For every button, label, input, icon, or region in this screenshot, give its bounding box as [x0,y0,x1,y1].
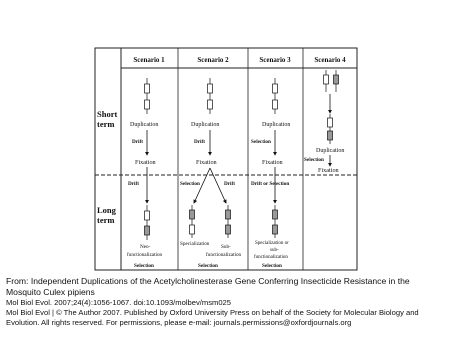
scenario-2-lower-chromosome-right [226,205,231,238]
scenario-3-selection-upper: Selection [251,139,271,145]
caption-title-line1: From: Independent Duplications of the Acetylcholinesterase Gene Conferring Insecticide Resistance in the [6,276,410,286]
scenario-1-selection: Selection [134,263,154,269]
scenario-1-lower-drift: Drift [128,181,139,187]
scenario-3-outcome-line2: sub- [270,248,279,253]
scenario-3-selection: Selection [262,263,282,269]
scenario-2-header: Scenario 2 [197,56,229,64]
caption-title-line2: Mosquito Culex pipiens [6,287,95,297]
scenario-2-lower-chromosome-left [190,205,195,238]
scenario-2-upper-chromosome [208,78,213,114]
caption-copyright-line1: Mol Biol Evol | © The Author 2007. Published by Oxford University Press on behalf of the Society for Molecular Biology and [6,308,419,317]
long-term-label-line2: term [97,215,115,225]
short-term-label-line1: Short [97,109,118,119]
scenario-2-drift: Drift [194,139,205,145]
scenario-2-outcome-sub: Sub- [221,244,231,250]
scenario-2-selection: Selection [198,263,218,269]
scenario-3-duplication: Duplication [262,122,291,128]
scenario-4-selection: Selection [304,157,324,163]
scenario-4-middle-chromosome [328,114,333,144]
caption-copyright-line2: Evolution. All rights reserved. For permissions, please e-mail: journals.permissions@oxfordjournals.org [6,318,352,327]
scenario-2-duplication: Duplication [191,122,220,128]
scenario-4-fixation: Fixation [318,167,339,174]
scenario-2-fixation: Fixation [196,159,217,166]
scenario-3-upper-chromosome [273,78,278,114]
scenario-2-outcome-specialization: Specialization [180,241,210,247]
scenario-2-lower-selection: Selection [180,181,200,187]
scenario-4-upper-chromosome [324,70,339,92]
short-term-label-line2: term [97,119,115,129]
scenario-1-lower-chromosome [145,205,150,240]
long-term-label-line1: Long [97,205,116,215]
scenario-3-lower-chromosome [273,205,278,238]
scenario-2-lower-drift: Drift [224,181,235,187]
scenario-3-fixation: Fixation [262,159,283,166]
scenario-1-drift: Drift [132,139,143,145]
scenario-1-outcome-line2: functionalization [127,252,163,258]
scenario-3-header: Scenario 3 [259,56,291,64]
scenario-1-outcome-line1: Neo- [140,244,151,250]
scenario-4-header: Scenario 4 [314,56,346,64]
scenario-1-fixation: Fixation [135,159,156,166]
scenario-2-outcome-functionalization: functionalization [206,252,242,258]
scenario-1-header: Scenario 1 [133,56,165,64]
scenario-1-upper-chromosome [145,78,150,114]
scenario-4-duplication: Duplication [316,148,345,154]
scenario-3-outcome-line1: Specialization or [255,241,289,246]
scenario-3-lower-mechanism: Drift or Selection [251,181,290,187]
figure-caption [6,276,446,328]
scenario-3-outcome-line3: functionalization [254,255,288,260]
scenario-1-duplication: Duplication [130,122,159,128]
caption-citation: Mol Biol Evol. 2007;24(4):1056-1067. doi:10.1093/molbev/msm025 [6,298,231,307]
